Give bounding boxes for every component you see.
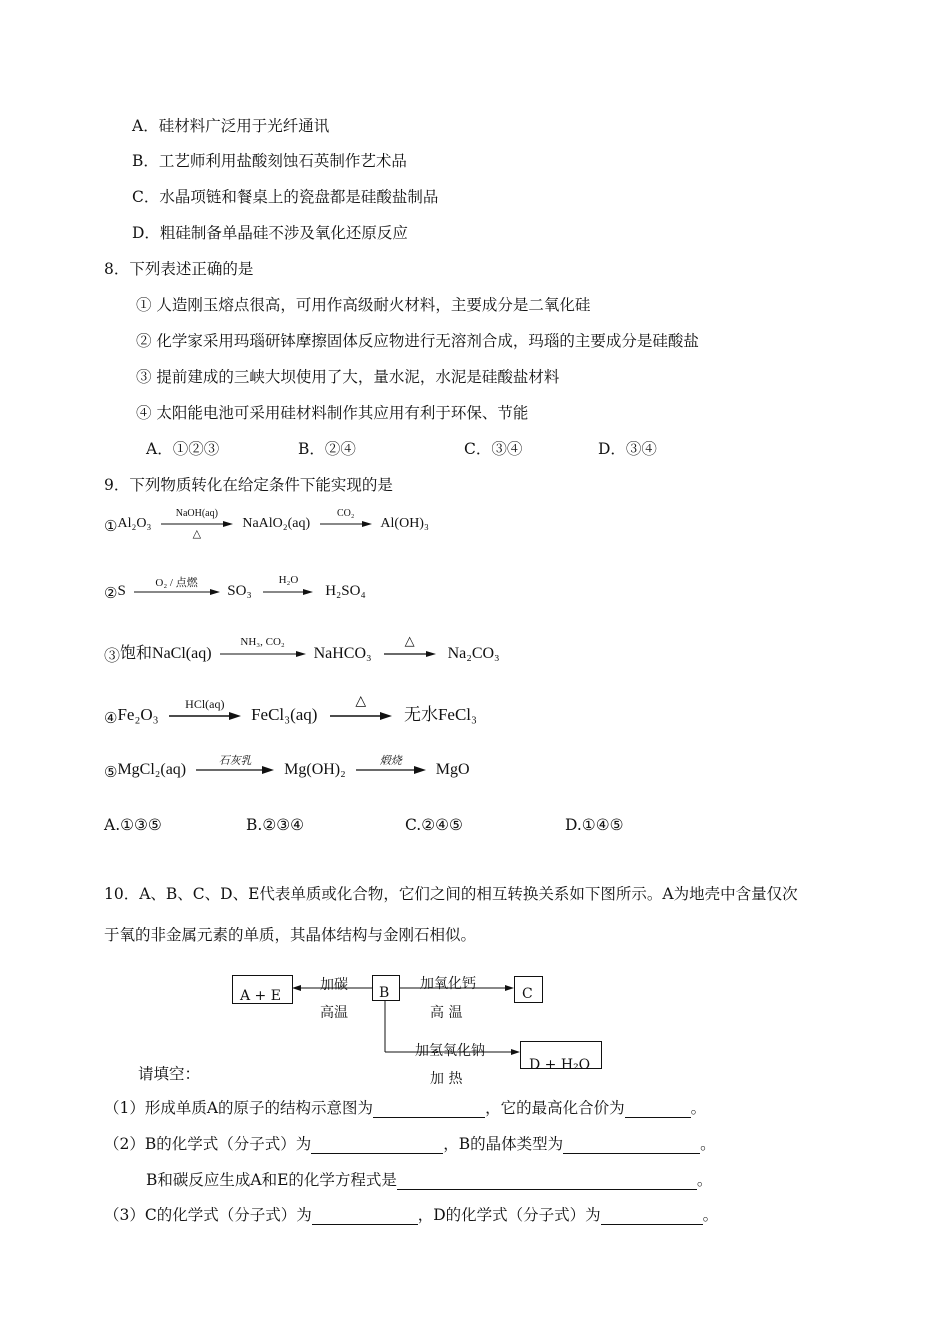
part-1-text-2: ，它的最高化合价为 <box>485 1099 625 1117</box>
q10-stem-line1: 10．A、B、C、D、E代表单质或化合物，它们之间的相互转换关系如下图所示。A为地壳中含量仅次 <box>104 885 798 903</box>
left-arrow-condition-bottom: 高温 <box>320 1005 348 1021</box>
box-c <box>514 976 543 1003</box>
answer-blank-structure[interactable] <box>373 1101 485 1118</box>
answer-blank-c-formula[interactable] <box>312 1208 418 1225</box>
condition-top: 石灰乳 <box>218 755 252 768</box>
q9-reaction-5 <box>104 755 470 781</box>
reaction-arrow <box>320 507 372 528</box>
reaction-arrow <box>169 697 241 720</box>
q7-option-b: B．工艺师利用盐酸刻蚀石英制作艺术品 <box>132 152 407 170</box>
box-d-plus-h2o-label: D + H₂O <box>529 1057 591 1073</box>
intermediate: NaHCO₃ <box>313 645 372 662</box>
intermediate: SO₃ <box>227 583 252 599</box>
q8-statement-3: ③ 提前建成的三峡大坝使用了大，量水泥，水泥是硅酸盐材料 <box>136 368 560 386</box>
reaction-number: ④ <box>104 711 118 727</box>
q9-choice-a: A.①③⑤ <box>104 816 162 834</box>
q9-choice-c: C.②④⑤ <box>405 816 463 834</box>
q10-part-2 <box>104 1134 716 1154</box>
q8-choice-c: C．③④ <box>464 440 523 458</box>
reaction-arrow <box>330 694 392 720</box>
product: H₂SO₄ <box>325 583 366 599</box>
product: 无水FeCl₃ <box>403 705 477 724</box>
part-2-text-2: ，B的晶体类型为 <box>443 1135 564 1153</box>
part-2-equation-end: 。 <box>696 1171 713 1189</box>
q9-reaction-2 <box>104 573 366 602</box>
condition-bottom: △ <box>192 527 202 540</box>
part-1-text: （1）形成单质A的原子的结构示意图为 <box>104 1099 374 1117</box>
condition-top: △ <box>355 694 367 710</box>
answer-blank-valence[interactable] <box>625 1101 691 1118</box>
condition-top: HCl(aq) <box>185 697 225 712</box>
q10-stem-line2: 于氧的非金属元素的单质，其晶体结构与金刚石相似。 <box>104 926 477 944</box>
q10-part-3 <box>104 1205 718 1225</box>
q8-choice-b: B．②④ <box>298 440 356 458</box>
reaction-arrow <box>384 633 436 658</box>
reaction-number: ① <box>104 519 118 535</box>
condition-top: CO₂ <box>336 507 355 519</box>
q7-option-c: C．水晶项链和餐桌上的瓷盘都是硅酸盐制品 <box>132 188 439 206</box>
reaction-arrow <box>356 755 426 774</box>
left-arrow-condition-top: 加碳 <box>320 977 348 993</box>
right-arrow-condition-top: 加氧化钙 <box>420 976 476 992</box>
part-2-equation-text: B和碳反应生成A和E的化学方程式是 <box>146 1171 397 1189</box>
reaction-number: ⑤ <box>104 765 118 781</box>
answer-blank-equation[interactable] <box>397 1173 697 1190</box>
condition-top: 煅烧 <box>379 755 402 768</box>
part-3-text-2: ，D的化学式（分子式）为 <box>417 1206 601 1224</box>
product: Na₂CO₃ <box>447 645 500 662</box>
intermediate: Mg(OH)₂ <box>284 761 346 778</box>
reaction-arrow <box>161 507 233 540</box>
box-a-plus-e-label: A + E <box>240 988 281 1004</box>
q9-choice-d: D.①④⑤ <box>565 816 624 834</box>
q9-reaction-4 <box>104 694 477 727</box>
part-2-end: 。 <box>700 1135 716 1153</box>
reaction-number: ③ <box>104 648 121 665</box>
down-arrow-condition-bottom: 加 热 <box>430 1071 463 1087</box>
box-b <box>372 975 400 1001</box>
right-arrow-condition-bottom: 高 温 <box>430 1005 463 1021</box>
part-1-end: 。 <box>690 1099 707 1117</box>
reactant: Al₂O₃ <box>117 516 152 531</box>
reactant: Fe₂O₃ <box>117 705 159 724</box>
reaction-arrow <box>263 573 313 596</box>
reaction-arrow <box>220 636 306 658</box>
fill-prompt: 请填空： <box>138 1065 201 1083</box>
down-arrow-condition-top: 加氢氧化钠 <box>415 1043 485 1059</box>
answer-blank-crystal-type[interactable] <box>563 1137 700 1154</box>
answer-blank-b-formula[interactable] <box>311 1137 443 1154</box>
reaction-arrow <box>134 576 220 596</box>
product: Al(OH)₃ <box>380 516 429 531</box>
box-b-label: B <box>379 985 390 1001</box>
condition-top: H₂O <box>278 573 299 586</box>
reactant: 饱和NaCl(aq) <box>120 645 212 662</box>
q8-statement-2: ② 化学家采用玛瑙研钵摩擦固体反应物进行无溶剂合成，玛瑙的主要成分是硅酸盐 <box>136 332 699 350</box>
answer-blank-d-formula[interactable] <box>601 1208 703 1225</box>
q9-reaction-1 <box>104 507 429 540</box>
q8-choice-a: A．①②③ <box>146 440 220 458</box>
q10-part-2-equation <box>146 1170 712 1190</box>
part-3-end: 。 <box>702 1206 719 1224</box>
intermediate: NaAlO₂(aq) <box>242 516 311 531</box>
q7-option-a: A．硅材料广泛用于光纤通讯 <box>132 117 330 135</box>
reaction-arrow <box>196 755 274 774</box>
q8-statement-1: ① 人造刚玉熔点很高，可用作高级耐火材料，主要成分是二氧化硅 <box>136 296 591 314</box>
condition-top: NH₃, CO₂ <box>240 636 285 649</box>
q10-part-1 <box>104 1098 706 1118</box>
q8-stem: 8．下列表述正确的是 <box>104 260 254 278</box>
q9-choice-b: B.②③④ <box>246 816 305 834</box>
part-3-text: （3）C的化学式（分子式）为 <box>104 1206 312 1224</box>
box-a-plus-e <box>232 975 293 1004</box>
reaction-number: ② <box>104 586 118 602</box>
product: MgO <box>435 761 470 778</box>
condition-top: △ <box>404 633 415 649</box>
q8-choice-d: D．③④ <box>598 440 657 458</box>
q9-stem: 9．下列物质转化在给定条件下能实现的是 <box>104 476 393 494</box>
box-c-label: C <box>522 986 533 1002</box>
q9-reaction-3 <box>104 633 500 665</box>
q7-option-d: D．粗硅制备单晶硅不涉及氧化还原反应 <box>132 224 408 242</box>
reactant: S <box>117 583 126 599</box>
condition-top: O₂ / 点燃 <box>155 576 198 589</box>
box-d-plus-h2o <box>520 1041 602 1073</box>
q8-statement-4: ④ 太阳能电池可采用硅材料制作其应用有利于环保、节能 <box>136 404 529 422</box>
part-2-text: （2）B的化学式（分子式）为 <box>104 1135 312 1153</box>
intermediate: FeCl₃(aq) <box>251 705 318 724</box>
condition-top: NaOH(aq) <box>175 507 218 519</box>
reactant: MgCl₂(aq) <box>117 761 187 778</box>
